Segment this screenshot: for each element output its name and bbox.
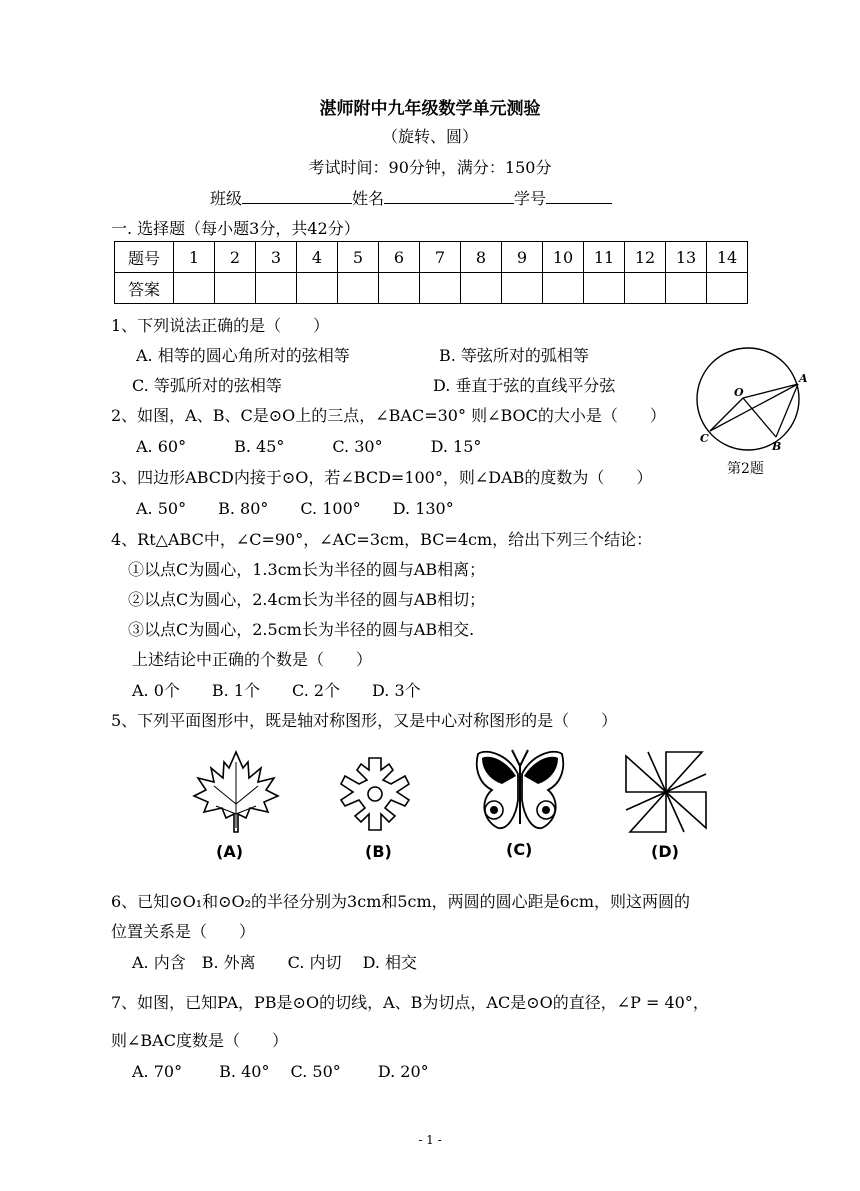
number-cell: 6	[379, 242, 420, 273]
q1-option-d: D. 垂直于弦的直线平分弦	[433, 376, 616, 395]
q2-options: A. 60° B. 45° C. 30° D. 15°	[136, 437, 482, 456]
number-cell: 14	[707, 242, 748, 273]
number-cell: 7	[420, 242, 461, 273]
q5-label-d: (D)	[651, 842, 679, 861]
number-cell: 4	[297, 242, 338, 273]
q4-stem: 4、Rt△ABC中，∠C=90°，∠AC=3cm，BC=4cm，给出下列三个结论：	[111, 530, 653, 549]
butterfly-right-pupil	[542, 806, 550, 814]
name-blank[interactable]	[384, 189, 514, 204]
answer-cell[interactable]	[584, 273, 625, 304]
q7-options: A. 70° B. 40° C. 50° D. 20°	[132, 1062, 429, 1081]
q6-options: A. 内含 B. 外离 C. 内切 D. 相交	[132, 953, 418, 972]
q4-statement-3: ③以点C为圆心，2.5cm长为半径的圆与AB相交.	[128, 620, 475, 639]
q3-options: A. 50° B. 80° C. 100° D. 130°	[136, 499, 454, 518]
row-label-answer: 答案	[115, 273, 174, 304]
snowflake-figure	[330, 752, 420, 836]
answer-cell[interactable]	[338, 273, 379, 304]
answer-cell[interactable]	[379, 273, 420, 304]
student-info-line	[210, 186, 612, 209]
maple-leaf-veins	[214, 762, 258, 828]
answer-table	[114, 241, 748, 304]
number-cell: 5	[338, 242, 379, 273]
name-label: 姓名	[352, 189, 385, 208]
q5-label-a: (A)	[216, 842, 244, 861]
answer-cell[interactable]	[707, 273, 748, 304]
label-b: B	[772, 440, 782, 453]
q6-stem-line1: 6、已知⊙O₁和⊙O₂的半径分别为3cm和5cm，两圆的圆心距是6cm，则这两圆的	[111, 892, 690, 911]
segment-oc	[710, 398, 743, 431]
number-cell: 10	[543, 242, 584, 273]
q1-stem: 1、下列说法正确的是（ ）	[111, 316, 330, 335]
page-subtitle: （旋转、圆）	[381, 127, 478, 146]
id-label: 学号	[514, 189, 547, 208]
answer-cell[interactable]	[420, 273, 461, 304]
pinwheel-figure	[618, 746, 714, 838]
answer-cell[interactable]	[543, 273, 584, 304]
label-c: C	[700, 432, 709, 445]
answer-cell[interactable]	[502, 273, 543, 304]
number-cell: 2	[215, 242, 256, 273]
q3-stem: 3、四边形ABCD内接于⊙O，若∠BCD=100°，则∠DAB的度数为（ ）	[111, 468, 653, 487]
butterfly-left-fill	[482, 757, 516, 784]
class-label: 班级	[210, 189, 243, 208]
answer-cell[interactable]	[174, 273, 215, 304]
q2-stem: 2、如图，A、B、C是⊙O上的三点，∠BAC=30° 则∠BOC的大小是（ ）	[111, 406, 666, 425]
snowflake-shape	[341, 758, 409, 830]
q4-statement-1: ①以点C为圆心，1.3cm长为半径的圆与AB相离；	[128, 560, 486, 579]
butterfly-left-pupil	[490, 806, 498, 814]
answer-cell[interactable]	[297, 273, 338, 304]
q1-option-c: C. 等弧所对的弦相等	[132, 376, 282, 395]
q4-options: A. 0个 B. 1个 C. 2个 D. 3个	[132, 681, 421, 700]
class-blank[interactable]	[242, 189, 352, 204]
page-title: 湛师附中九年级数学单元测验	[319, 99, 541, 119]
q2-figure	[692, 346, 812, 456]
answer-cell[interactable]	[666, 273, 707, 304]
q7-stem-line1: 7、如图，已知PA，PB是⊙O的切线，A、B为切点，AC是⊙O的直径，∠P = 40°，	[111, 993, 709, 1012]
circle-o	[697, 348, 799, 450]
q5-label-b: (B)	[365, 842, 392, 861]
page-number: - 1 -	[418, 1133, 442, 1147]
segment-ac	[710, 384, 798, 431]
number-cell: 3	[256, 242, 297, 273]
q5-stem: 5、下列平面图形中，既是轴对称图形，又是中心对称图形的是（ ）	[111, 711, 618, 730]
q4-ask: 上述结论中正确的个数是（ ）	[132, 650, 373, 669]
butterfly-right-fill	[524, 757, 558, 784]
number-cell: 11	[584, 242, 625, 273]
table-row-answers	[115, 273, 748, 304]
number-cell: 9	[502, 242, 543, 273]
number-cell: 1	[174, 242, 215, 273]
table-row-numbers	[115, 242, 748, 273]
number-cell: 13	[666, 242, 707, 273]
butterfly-figure	[472, 744, 568, 838]
answer-cell[interactable]	[215, 273, 256, 304]
segment-oa	[743, 384, 798, 398]
id-blank[interactable]	[546, 189, 612, 204]
answer-cell[interactable]	[461, 273, 502, 304]
answer-cell[interactable]	[256, 273, 297, 304]
q1-option-b: B. 等弦所对的弧相等	[439, 346, 589, 365]
q7-stem-line2: 则∠BAC度数是（ ）	[111, 1031, 288, 1050]
section-heading: 一. 选择题（每小题3分，共42分）	[111, 219, 360, 238]
segment-ab	[776, 384, 798, 437]
label-a: A	[799, 372, 808, 385]
pinwheel-shape	[626, 752, 706, 832]
maple-leaf-figure	[186, 748, 286, 838]
number-cell: 12	[625, 242, 666, 273]
answer-cell[interactable]	[625, 273, 666, 304]
q6-stem-line2: 位置关系是（ ）	[111, 922, 256, 941]
q5-label-c: (C)	[506, 840, 533, 859]
row-label-number: 题号	[115, 242, 174, 273]
q2-figure-caption: 第2题	[727, 461, 764, 477]
label-o: O	[734, 386, 744, 399]
q4-statement-2: ②以点C为圆心，2.4cm长为半径的圆与AB相切；	[128, 590, 486, 609]
exam-info: 考试时间：90分钟，满分：150分	[308, 158, 552, 177]
number-cell: 8	[461, 242, 502, 273]
q1-option-a: A. 相等的圆心角所对的弦相等	[136, 346, 350, 365]
